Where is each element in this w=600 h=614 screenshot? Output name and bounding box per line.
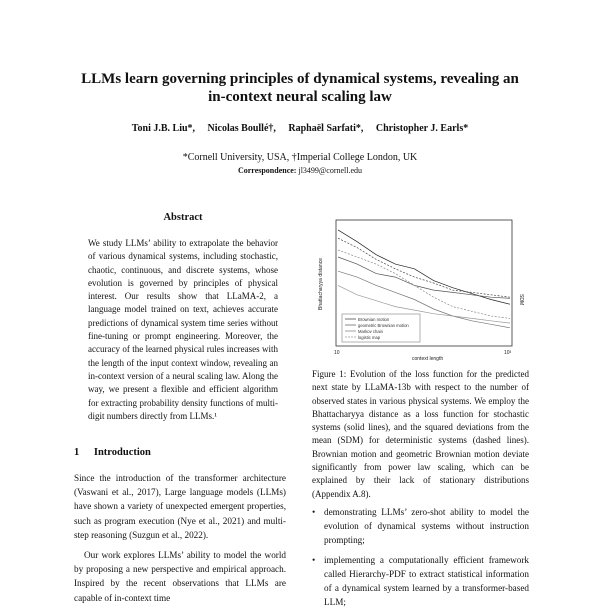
section-number: 1 [74, 447, 80, 458]
list-item [312, 505, 529, 548]
author: Raphaël Sarfati*, [288, 123, 364, 134]
paper-title [40, 70, 560, 106]
abstract-heading: Abstract [163, 212, 203, 223]
bullet-icon: • [312, 554, 316, 565]
correspondence-email[interactable]: jl3499@cornell.edu [298, 166, 363, 175]
affiliations: *Cornell University, USA, †Imperial College London, UK [182, 152, 418, 163]
list-item-text: demonstrating LLMs’ zero-shot ability to model the evolution of dynamical systems without instruction prompting; [324, 507, 529, 546]
contribution-list [312, 505, 529, 614]
bullet-icon: • [312, 507, 316, 517]
intro-paragraph: Since the introduction of the transformer architecture (Vaswani et al., 2017), Large language models (LLMs) have shown a variety of unexpected emergent properties, such as program execution (Nye et al., 2021) and multi-step reasoning (Suzgun et al., 2022). [74, 473, 286, 540]
section-title: Introduction [93, 447, 151, 458]
legend-box [342, 314, 420, 342]
correspondence-label: Correspondence: [237, 166, 297, 175]
title-line-2: in-context neural scaling law [208, 89, 392, 105]
legend-label: geometric Brownian motion [358, 323, 409, 328]
list-item [312, 553, 529, 610]
figure-caption: Figure 1: Evolution of the loss function for the predicted next state by LLaMA-13b with respect to the number of observed states in various physical systems. We employ the Bhattacharyya distance as a loss function for stochastic systems (solid lines), and the squared deviations from the mean (SDM) for deterministic systems (dashed lines). Brownian motion and geometric Brownian motion deviate significantly from power law scaling, which can be explained by their lack of stationary distributions (Appendix A.8). [312, 369, 529, 499]
loss-chart [312, 214, 527, 364]
author: Christopher J. Earls* [375, 123, 469, 134]
legend-label: logistic map [358, 335, 381, 340]
legend-label: Brownian motion [358, 317, 390, 322]
abstract-text: We study LLMs’ ability to extrapolate the behavior of various dynamical systems, including stochastic, chaotic, continuous, and discrete systems, whose evolution is governed by principles of physical interest. Our results show that LLaMA-2, a language model trained on text, achieves accurate predictions of dynamical system time series without fine-tuning or prompt engineering. Moreover, the accuracy of the learned physical rules increases with the length of the input context window, revealing an in-context version of a neural scaling law. Along the way, we present a flexible and efficient algorithm for extracting probability density functions of multi-digit numbers directly from LLMs.¹ [88, 238, 278, 421]
x-axis-label: context length [412, 356, 444, 362]
figure-1 [312, 214, 527, 364]
y-axis-right-label: SDM [518, 294, 524, 306]
y-axis-label: Bhattacharyya distance [318, 258, 324, 310]
intro-paragraph: Our work explores LLMs’ ability to model the world by proposing a new perspective and empirical approach. Inspired by the recent observations that LLMs are capable of in-context time [74, 550, 286, 603]
title-line-1: LLMs learn governing principles of dynamical systems, revealing an [81, 71, 519, 87]
x-tick-label: 10 [334, 350, 340, 356]
intro-text [74, 471, 286, 611]
author: Toni J.B. Liu*, [131, 123, 196, 134]
author: Nicolas Boullé†, [207, 123, 276, 134]
x-tick-label: 10³ [504, 350, 512, 356]
correspondence [40, 166, 560, 175]
section-heading [74, 447, 151, 458]
list-item-text: implementing a computationally efficient framework called Hierarchy-PDF to extract statistical information of a dynamical system learned by a transformer-based LLM; [324, 554, 529, 608]
author-list [40, 123, 560, 134]
legend-label: Markov chain [358, 329, 383, 334]
